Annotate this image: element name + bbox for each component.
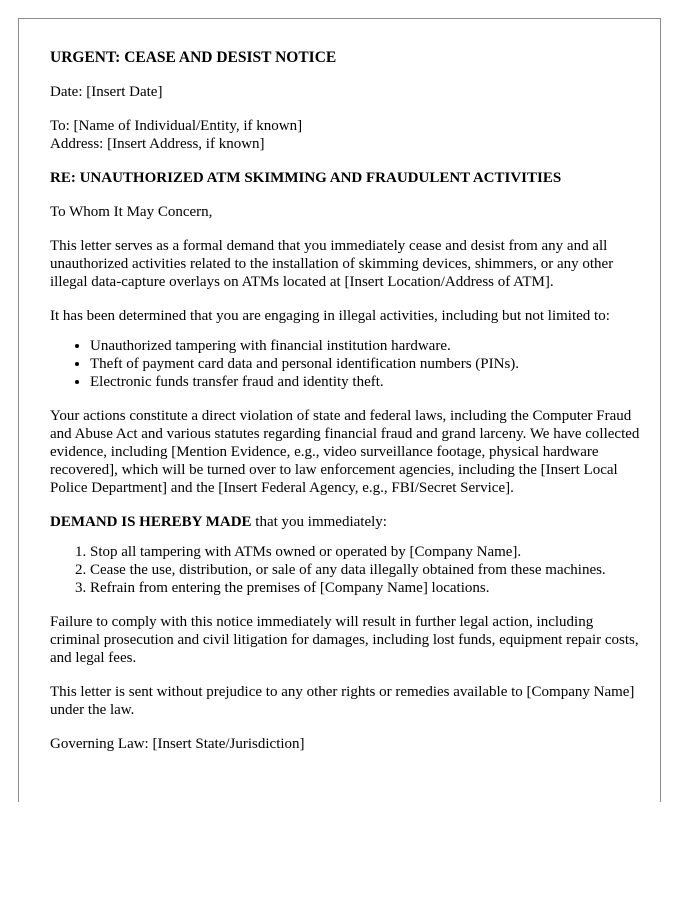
demands-list	[50, 543, 640, 597]
letter-page	[18, 18, 661, 802]
to-line: To: [Name of Individual/Entity, if known]	[50, 118, 303, 134]
date-line: Date: [Insert Date]	[50, 84, 163, 100]
determined-paragraph: It has been determined that you are engaging in illegal activities, including but not limited to:	[50, 308, 610, 324]
list-item: 3. Refrain from entering the premises of [Company Name] locations.	[90, 579, 640, 597]
activities-list	[50, 337, 640, 391]
letter-content	[50, 49, 640, 769]
list-item: • Theft of payment card data and personal identification numbers (PINs).	[90, 355, 640, 373]
failure-paragraph: Failure to comply with this notice immediately will result in further legal action, including criminal prosecution and civil litigation for damages, including lost funds, equipment repair costs, and legal fees.	[50, 614, 639, 666]
notice-heading: URGENT: CEASE AND DESIST NOTICE	[50, 49, 337, 66]
cutoff-paragraph: Governing Law: [Insert State/Jurisdiction]	[50, 736, 305, 752]
subject-line: RE: UNAUTHORIZED ATM SKIMMING AND FRAUDULENT ACTIVITIES	[50, 170, 562, 186]
demand-paragraph	[50, 513, 640, 531]
recipient-block	[50, 117, 640, 153]
list-item: 1. Stop all tampering with ATMs owned or operated by [Company Name].	[90, 543, 640, 561]
violation-paragraph: Your actions constitute a direct violation of state and federal laws, including the Computer Fraud and Abuse Act and various statutes regarding financial fraud and grand larceny. We have collected evidence, including [Mention Evidence, e.g., video surveillance footage, physical hardware recovered], which will be turned over to law enforcement agencies, including the [Insert Local Police Department] and the [Insert Federal Agency, e.g., FBI/Secret Service].	[50, 408, 640, 496]
list-item: • Electronic funds transfer fraud and identity theft.	[90, 373, 640, 391]
list-item: • Unauthorized tampering with financial institution hardware.	[90, 337, 640, 355]
salutation: To Whom It May Concern,	[50, 204, 213, 220]
address-line: Address: [Insert Address, if known]	[50, 136, 265, 152]
intro-paragraph: This letter serves as a formal demand that you immediately cease and desist from any and all unauthorized activities related to the installation of skimming devices, shimmers, or any other illegal data-capture overlays on ATMs located at [Insert Location/Address of ATM].	[50, 238, 614, 290]
list-item: 2. Cease the use, distribution, or sale of any data illegally obtained from these machines.	[90, 561, 640, 579]
demand-bold: DEMAND IS HEREBY MADE	[50, 514, 252, 530]
prejudice-paragraph: This letter is sent without prejudice to any other rights or remedies available to [Company Name] under the law.	[50, 684, 635, 718]
demand-rest: that you immediately:	[251, 514, 387, 530]
